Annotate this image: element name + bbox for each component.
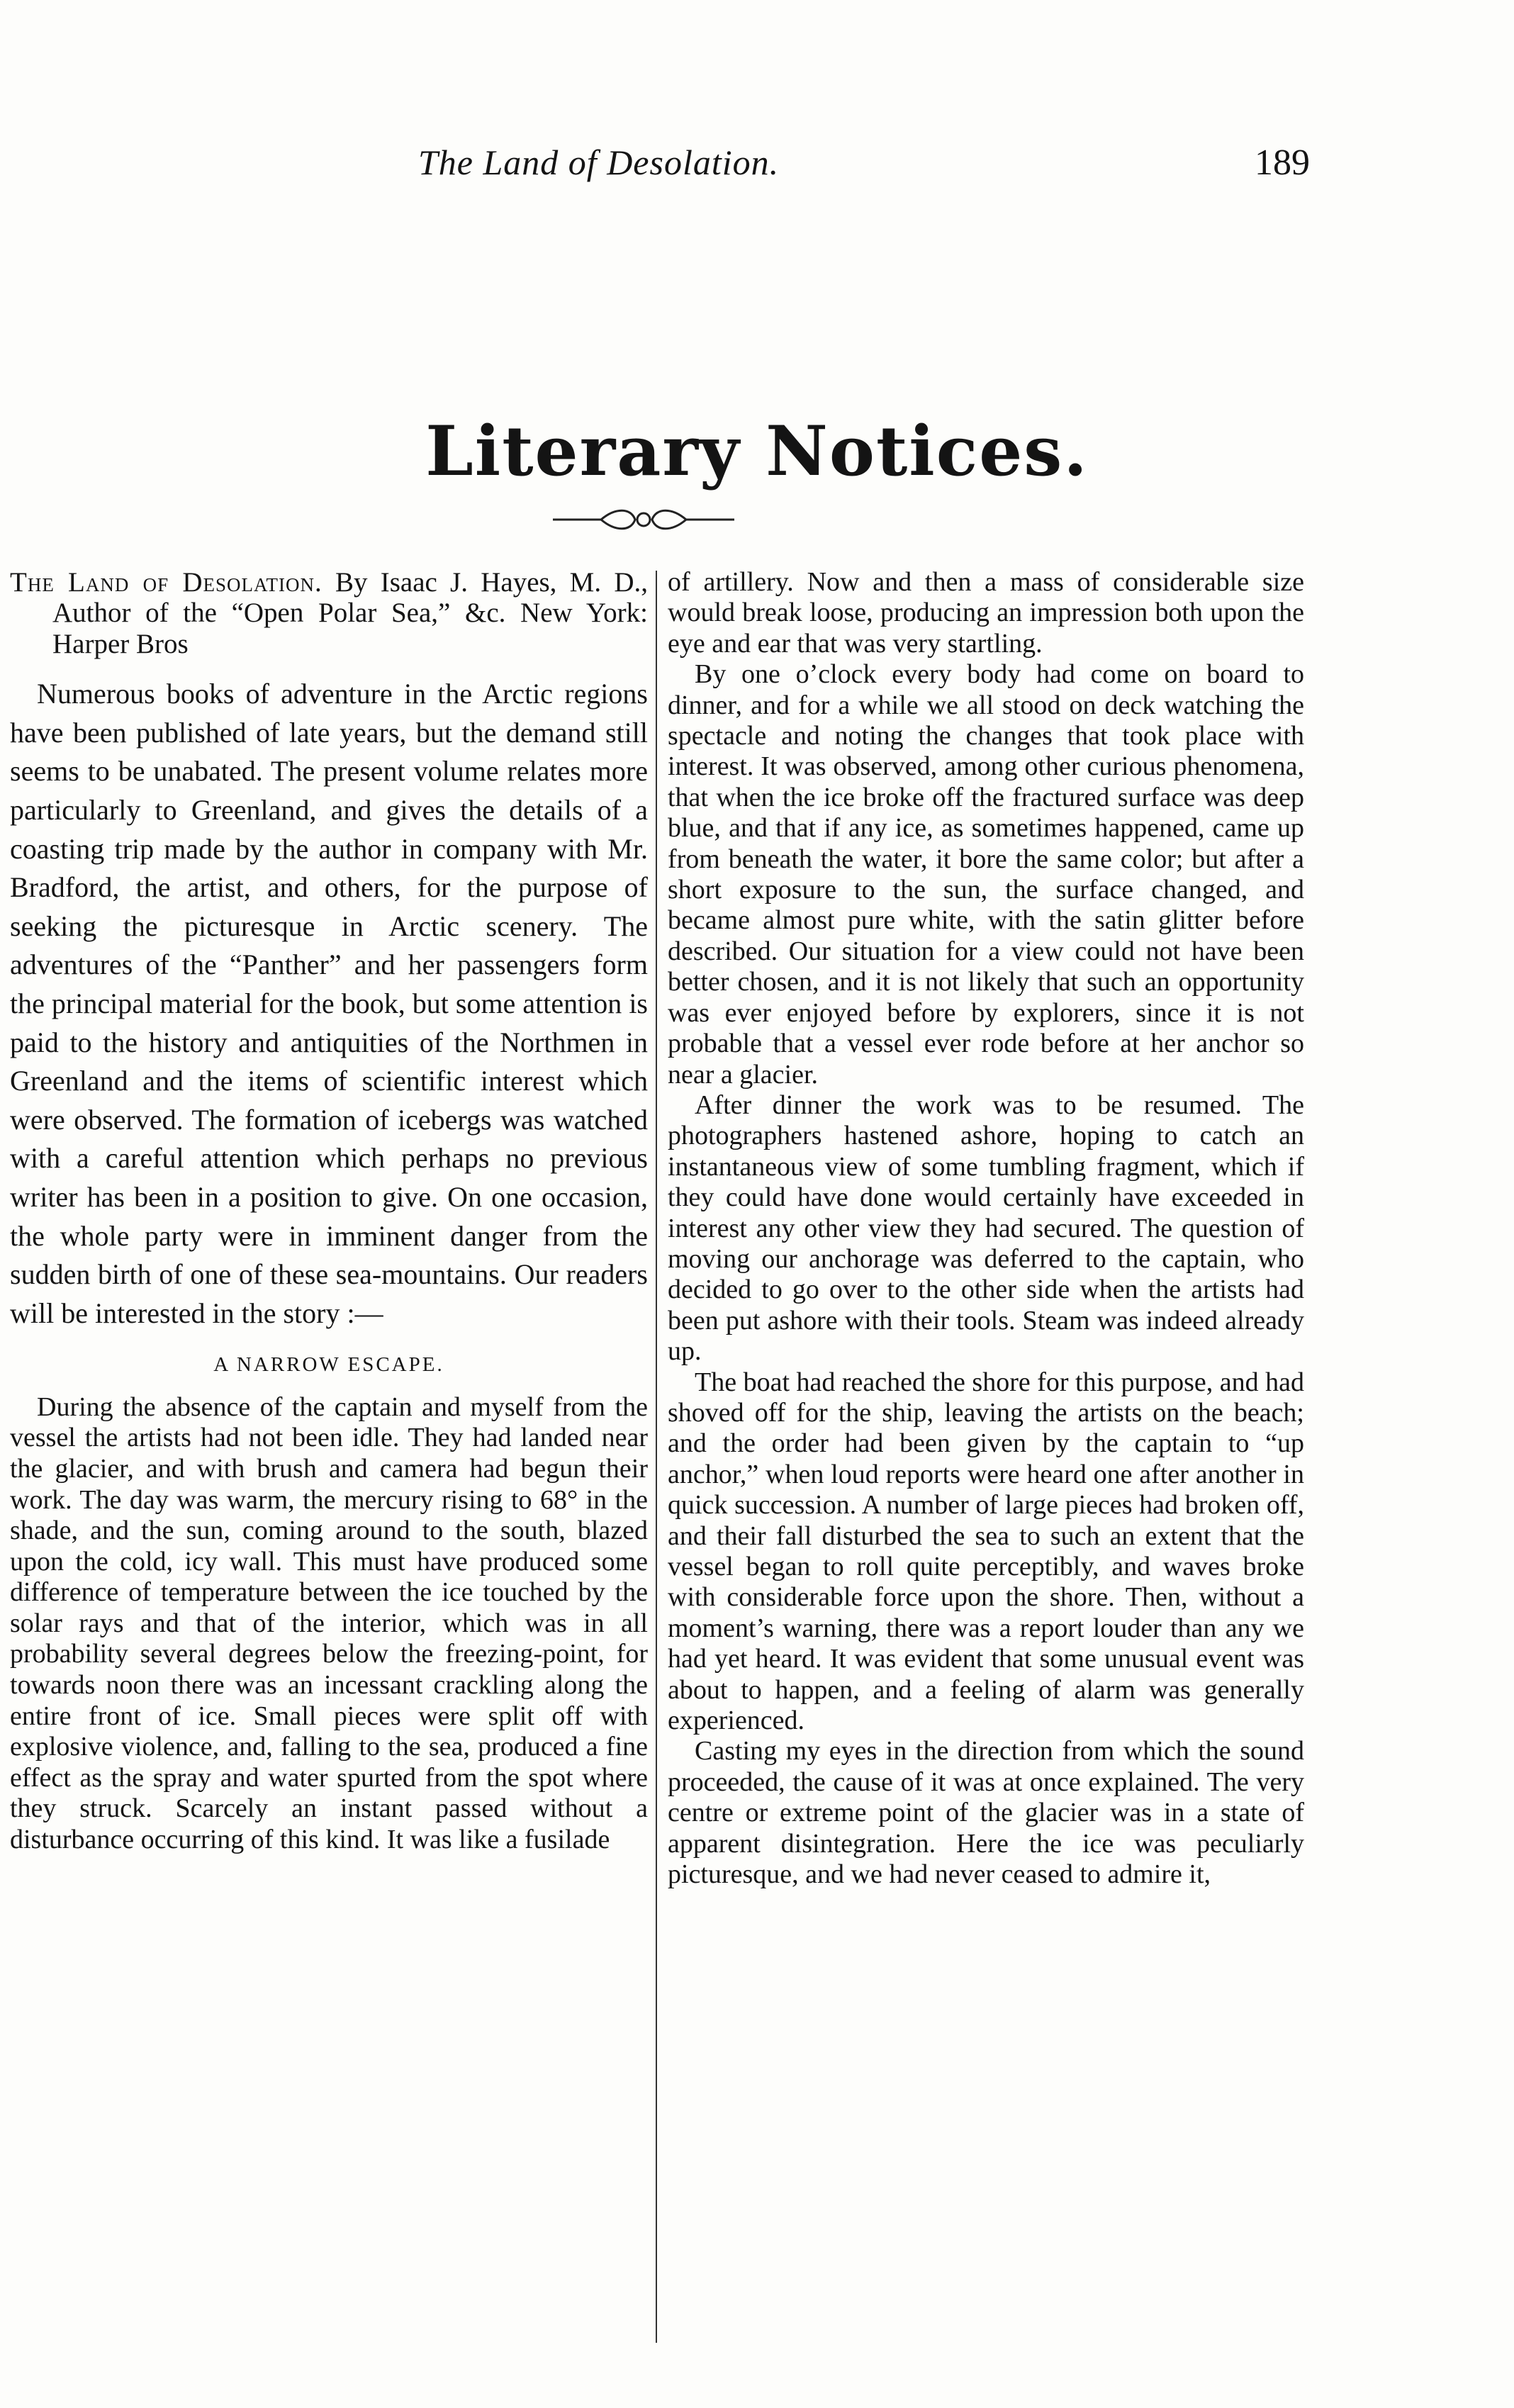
left-column — [10, 567, 648, 1856]
entry-heading: The Land of Desolation. — [10, 567, 323, 598]
running-title: The Land of Desolation. — [418, 142, 780, 182]
running-head — [0, 142, 1514, 198]
paragraph: The boat had reached the shore for this purpose, and had shoved off for the ship, leaving the artists on the beach; and the order had been given by the captain to “up anchor,” when loud reports were heard one after another in quick succession. A number of large pieces had broken off, and their fall disturbed the sea to such an extent that the vessel began to roll quite perceptibly, and waves broke with considerable force upon the shore. Then, without a moment’s warning, there was a report louder than any we had yet heard. It was evident that some unusual event was about to happen, and a feeling of alarm was generally experienced. — [668, 1367, 1304, 1736]
excerpt-subheading: A NARROW ESCAPE. — [213, 1353, 444, 1377]
paragraph: Casting my eyes in the direction from which the sound proceeded, the cause of it was at once explained. The very centre or extreme point of the glacier was in a state of apparent disintegration. Here the ice was peculiarly picturesque, and we had never ceased to admire it, — [668, 1736, 1304, 1890]
paragraph: of artillery. Now and then a mass of considerable size would break loose, producing an impression both upon the eye and ear that was very startling. — [668, 567, 1304, 659]
paragraph: After dinner the work was to be resumed. The photographers hastened ashore, hoping to catch an instantaneous view of some tumbling fragment, which if they could have done would certainly have exceeded in interest any other view they had secured. The question of moving our anchorage was deferred to the captain, who decided to go over to the other side when the artists had been put ashore with their tools. Steam was indeed already up. — [668, 1090, 1304, 1367]
paragraph: By one o’clock every body had come on board to dinner, and for a while we all stood on deck watching the spectacle and noting the changes that took place with interest. It was observed, among other curious phenomena, that when the ice broke off the fractured surface was deep blue, and that if any ice, as sometimes happened, came up from beneath the water, it bore the same color; but after a short exposure to the sun, the surface changed, and became almost pure white, with the satin glitter before described. Our situation for a view could not have been better chosen, and it is not likely that such an opportunity was ever enjoyed before by explorers, since it is not probable that a vessel ever rode before at her anchor so near a glacier. — [668, 659, 1304, 1090]
section-title: Literary Notices. — [425, 411, 1089, 491]
scroll-flourish-icon — [551, 502, 736, 537]
entry-byline: By Isaac J. Hayes, M. D., Author of the “Open Polar Sea,” &c. New York: Harper Bros — [52, 567, 648, 659]
excerpt-paragraph: During the absence of the captain and myself from the vessel the artists had not been idle. They had landed near the glacier, and with brush and camera had begun their work. The day was warm, the mercury rising to 68° in the shade, and the sun, coming around to the south, blazed upon the cold, icy wall. This must have produced some difference of temperature between the ice touched by the solar rays and that of the interior, which was in all probability several degrees below the freezing-point, for towards noon there was an incessant crackling along the entire front of ice. Small pieces were split off with explosive violence, and, falling to the sea, produced a fine effect as the spray and water spurted from the spot where they struck. Scarcely an instant passed without a disturbance occurring of this kind. It was like a fusilade — [10, 1391, 648, 1855]
entry-citation — [10, 567, 648, 659]
review-intro: Numerous books of adventure in the Arctic regions have been published of late years, but the demand still seems to be unabated. The present volume relates more particularly to Greenland, and gives the details of a coasting trip made by the author in company with Mr. Bradford, the artist, and others, for the purpose of seeking the picturesque in Arctic scenery. The adventures of the “Panther” and her passengers form the principal material for the book, but some attention is paid to the history and antiquities of the Northmen in Greenland and the items of scientific interest which were observed. The formation of icebergs was watched with a careful attention which perhaps no previous writer has been in a position to give. On one occasion, the whole party were in imminent danger from the sudden birth of one of these sea-mountains. Our readers will be interested in the story :— — [10, 678, 648, 1329]
right-column — [668, 567, 1304, 1890]
column-divider — [656, 571, 657, 2343]
page-number: 189 — [1255, 142, 1310, 183]
